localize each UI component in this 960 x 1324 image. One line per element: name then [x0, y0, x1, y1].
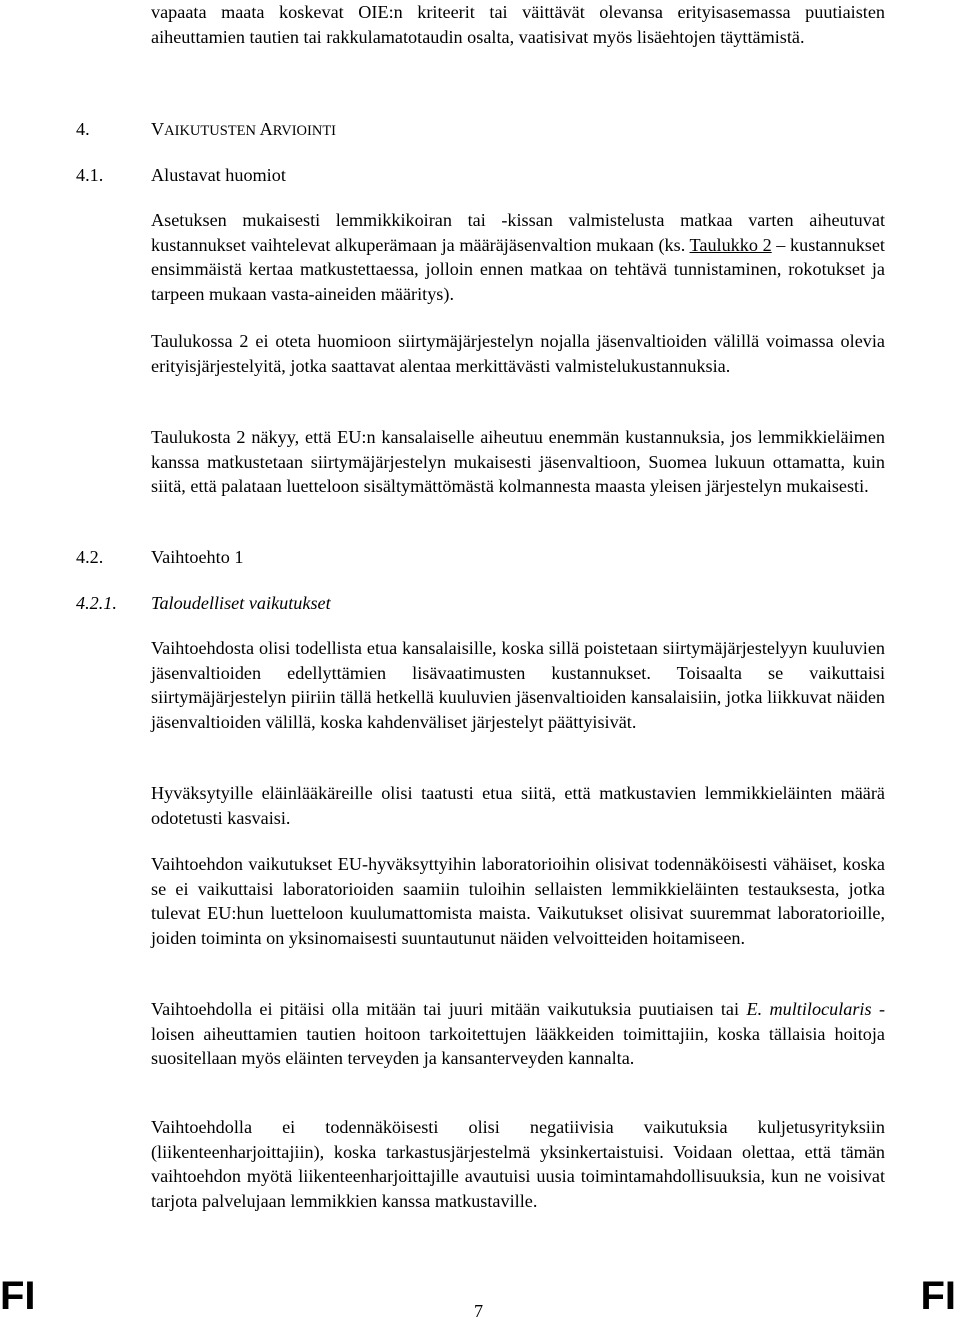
page-number: 7 [474, 1301, 484, 1321]
section-4-2-1-paragraph-5: Vaihtoehdolla ei todennäköisesti olisi negatiivisia vaikutuksia kuljetusyrityksiin (liikenteenharjoittajiin), koska tarkastusjärjestelmä yksinkertaistuisi. Voidaan olettaa, että tämän vaihtoehdon myötä liikenteenharjoittajille avautuisi uusia toimintamahdollisuuksia, kun ne voisivat tarjota palvelujaan lemmikkien kanssa matkustaville. [151, 1117, 885, 1211]
section-4-2-1-paragraph-4: Vaihtoehdolla ei pitäisi olla mitään tai juuri mitään vaikutuksia puutiaisen tai E. multilocularis -loisen aiheuttamien tautien hoitoon tarkoitettujen lääkkeiden toimittajiin, koska tällaisia hoitoja suositellaan myös eläinten terveyden ja kansanterveyden kannalta. [151, 999, 886, 1068]
section-4-1-paragraph-1: Asetuksen mukaisesti lemmikkikoiran tai -kissan valmistelusta matkaa varten aiheutuvat kustannukset vaihtelevat alkuperämaan ja määräjäsenvaltion mukaan (ks. Taulukko 2 – kustannukset ensimmäistä kertaa matkustettaessa, jolloin ennen matkaa on tehtävä tunnistaminen, rokotukset ja tarpeen mukaan vasta-aineiden määritys). [151, 210, 885, 304]
section-4-1-paragraph-2: Taulukossa 2 ei oteta huomioon siirtymäjärjestelyn nojalla jäsenvaltioiden välillä voimassa olevia erityisjärjestelyitä, jotka saattavat alentaa merkittävästi valmistelukustannuksia. [151, 331, 885, 376]
section-4-2-1-paragraph-1: Vaihtoehdosta olisi todellista etua kansalaisille, koska sillä poistetaan siirtymäjärjestelyyn kuuluvien jäsenvaltioiden edellyttämien lisävaatimusten kustannukset. Toisaalta se vaikuttaisi siirtymäjärjestelyn piiriin tällä hetkellä kuuluvien jäsenvaltioiden kansalaisiin, jotka liikkuvat näiden jäsenvaltioiden välillä, koska kahdenväliset järjestelyt päättyisivät. [151, 638, 885, 732]
species-name: E. multilocularis [746, 999, 872, 1019]
section-4-2-number: 4.2. [76, 547, 104, 567]
footer-language-mark-left: FI [0, 1274, 36, 1318]
section-4-title: VAIKUTUSTEN ARVIOINTI [151, 119, 337, 139]
section-4-2-1-number: 4.2.1. [76, 593, 117, 613]
section-4-number: 4. [76, 119, 90, 139]
footer-language-mark-right: FI [920, 1274, 956, 1318]
section-4-2-title: Vaihtoehto 1 [151, 547, 244, 567]
section-4-1-number: 4.1. [76, 165, 104, 185]
section-4-2-1-paragraph-2: Hyväksytyille eläinlääkäreille olisi taatusti etua siitä, että matkustavien lemmikkieläinten määrä odotetusti kasvaisi. [151, 783, 885, 828]
section-4-2-1-title: Taloudelliset vaikutukset [151, 593, 331, 613]
table-2-link[interactable]: Taulukko 2 [689, 234, 772, 255]
section-4-1-paragraph-3: Taulukosta 2 näkyy, että EU:n kansalaiselle aiheutuu enemmän kustannuksia, jos lemmikkieläimen kanssa matkustetaan siirtymäjärjestelyn mukaisesti jäsenvaltioon, Suomea lukuun ottamatta, kuin siitä, että palataan luetteloon sisältymättömästä kolmannesta maasta yleisen järjestelyn mukaisesti. [151, 427, 885, 496]
section-4-1-title: Alustavat huomiot [151, 165, 286, 185]
intro-paragraph: vapaata maata koskevat OIE:n kriteerit tai väittävät olevansa erityisasemassa puutiaisten aiheuttamien tautien tai rakkulamatotaudin osalta, vaatisivat myös lisäehtojen täyttämistä. [151, 2, 885, 47]
section-4-2-1-paragraph-3: Vaihtoehdon vaikutukset EU-hyväksyttyihin laboratorioihin olisivat todennäköisesti vähäiset, koska se ei vaikuttaisi laboratorioiden saamiin tuloihin sellaisten lemmikkieläinten testauksesta, jotka tulevat EU:hun luetteloon kuulumattomista maista. Vaikutukset olisivat suuremmat laboratorioille, joiden toiminta on yksinomaisesti suuntautunut näiden velvoitteiden hoitamiseen. [151, 854, 885, 948]
